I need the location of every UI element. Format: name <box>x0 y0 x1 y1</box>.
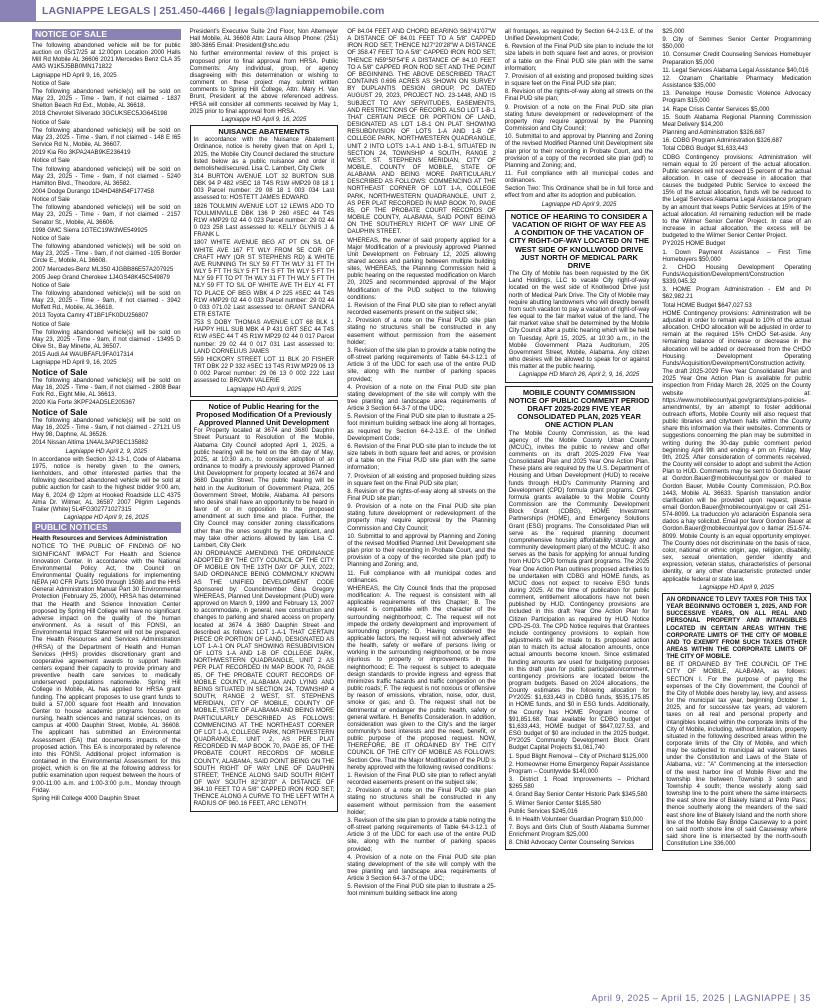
home-contingency: HOME Contingency provisions: Administration will be adjusted in order to remain equal to 10% of the actual allocation. CHDO allocation will be adjusted in order to remain at the required 15% CHDO Set-aside. Any remaining balance of increase or decrease in the allocation will be added or decreased from the CHDO Housing Development Operating Funds/Acquisition/Development/Construction activity. <box>662 309 811 367</box>
condition-item: 11. Full compliance with all municipal codes and ordinances. <box>347 569 496 584</box>
column-3 <box>347 28 496 984</box>
condition-item: 3. Revision of the site plan to provide a table noting the off-street parking requirements of Table 64-3-12.1 of Article 3 of the UDC for each use of the entire PUD site, along with the number of parking spaces provided; <box>347 346 496 383</box>
condition-item: 1. Revision of the Final PUD site plan to reflect any/all recorded easements present on the subject site; <box>347 771 496 787</box>
hrsa-contact: President's Executive Suite 2nd Floor, Non Altemeyer Hall Mobile, AL 36608 Attn: Laura Allsop Phone: (251) 380-3865 Email: President@shc.edu <box>189 28 339 50</box>
condition-item: 7. Provision of all existing and proposed building sizes in square feet on the Final PUD site plan; <box>504 72 654 88</box>
sale-notice-line: Notice of Sale <box>32 118 70 126</box>
whereas-text: WHEREAS, the owner of said property applied for a Major Modification of a previously approved Planned Unit Development on February 12, 2025 allowing shared access and parking between multiple building sites, WHEREAS, the Planning Commission held a public hearing on the requested modification on March 20, 2025 and recommended approval of the Major Modification of the PUD subject to the following conditions: <box>347 236 496 301</box>
condition-item: 10. Submittal to and approval by Planning and Zoning of the revised Modified Planned Unit Development site plan prior to their recording in Probate Court, and the provision of a copy of the recorded site plan (pdf) to Planning and Zoning; and, <box>347 532 496 569</box>
condition-item: 11. Full compliance with all municipal codes and ordinances. <box>504 169 654 185</box>
county-body: The Mobile County Commission, as the lead agency of the Mobile County Urban County (MCUC), invites the public to review and offer comments on its draft 2025-2029 Five Year Consolidated Plan and 2025 Year One Action Plan. These plans are required by the U.S. Department of Housing and Urban Development (HUD) to receive funds through HUD's Community Planning and Development (CPD) formula grant programs. CPD formula grants available to the Mobile County Commission are the Community Development Block Grant (CDBG), HOME Investment Partnerships (HOME), and Emergency Solutions Grant (ESG) programs. The Consolidated Plan will serve as the required planning document (comprehensive housing affordability strategy and community development plan) of the MCUC. It also serves as the basis for applying for annual funding from HUD's CPD formula grant programs. The 2025 Year One Action Plan outlines proposed activities to be undertaken with CDBG and HOME funds, as MCUC does not expect to receive ESG funds during 2025. At the time of publication for public comment, entitlement allocations have not been published by HUD. Contingency provisions are included in this draft Year One Action Plan for Citizen Participation as required by HUD Notice CPD-25-03. The CPD Notice requires that Grantees include contingency provisions to explain how adjustments will be made to its proposed action plan to match its actual allocation amounts, once actual amounts become known. Since estimated funding amounts are used for budgeting purposes in this draft plan for public participation/comment, contingency provisions are located below the program budgets. Based on 2024 allocations, the County estimates the following allocation for PY2025: $1,633,443 in CDBG funds, $535,175.85 in HOME funds, and $0 in ESG funds. Additionally, the County has HOME Program income of $91,851.68. Total available for CDBG budget of $1,633,443, HOME budget of $647,027.53, and ESG budget of $0 are included in the 2025 budget. PY2025 Community Development Block Grant Budget Capital Projects $1,061,740 <box>508 429 650 752</box>
sale-notice-line: Notice of Sale <box>32 234 70 242</box>
masthead-bar <box>0 0 36 22</box>
vacation-signature: Lagniappe HD March 26, April 2, 9, 16, 2025 <box>518 371 640 379</box>
sale-notice-line: 2007 Mercedes-Benz ML350 4JGBB86E57A207925 <box>32 265 174 273</box>
budget-line: Total HOME Budget $647,027.53 <box>662 301 752 309</box>
nuisance-body: In accordance with the Nuisance Abatement Ordinance, notice is hereby given that on April 1, 2025, the Mobile City Council declared the structure listed below as a public nuisance and order it demolished/secured. Lisa C. Lambert, City Clerk <box>193 136 335 172</box>
budget-line: 13. Penelope House Domestic Violence Advocacy Program $15,000 <box>662 90 811 105</box>
review-signature: Lagniappe HD April 9, 2025 <box>699 583 774 591</box>
hooked-roadside-notice: In accordance with Section 32-13-1, Code of Alabama 1975, notice is hereby given to the owners, lienholders, and other interested parties that the following described abandoned vehicle will be sold at public auction for cash to the highest bidder 9:00 am, May 6, 2024 @ 12pm at Hooked Roadside LLC 4375 Alma Dr. Wilmer, AL 36587 2007 Pilgrim Legends Trailer (White) 5L4FG302771027315 <box>32 455 181 513</box>
budget-line: 11. Legal Services Alabama Legal Assistance $40,016 <box>662 66 809 74</box>
notice3-body: The following abandoned vehicle(s) will be sold on May 16, 2025 - Time - 9am, if not claimed - 27121 US Hwy 98, Daphne, AL 36526. <box>32 417 181 439</box>
condition-item: 6. Revision of the Final PUD site plan to include the lot size labels in both square feet and acres, or provision of a table on the Final PUD site plan with the same information; <box>347 442 496 472</box>
budget-line: 9. City of Semmes Senior Center Programming $50,000 <box>662 36 811 51</box>
sale-notice-line: Lagniappe HD April 9, 16, 2025 <box>32 71 117 79</box>
budget-line: 10. Consumer Credit Counseling Services Homebuyer Preparation $5,000 <box>662 51 811 66</box>
hrsa-address: Spring Hill College 4000 Dauphin Street <box>32 794 140 802</box>
condition-item: 4. Provision of a note on the Final PUD site plan stating development of the site will comply with the tree planting and landscape area requirements of Article 3 Section 64-3-7 of the UDC; <box>347 383 496 413</box>
hrsa-closing: No further environmental review of this project is proposed prior to final approval from HRSA. Public Comments: Any individual, group, or agency disagreeing with this determination or wishing to comment on these project may submit written comments to Spring Hill College, Attn: Mary H. Van Brunt, President at the above referenced address. HRSA will consider all comments received by May 1, 2025 prior to final approval from HRSA. <box>189 50 339 115</box>
sale-notice-line: The following abandoned vehicle(s) will be sold on May 23, 2025 - Time - 9am, if not claimed - 2157 Senator St., Mobile, AL 36606. <box>32 204 181 226</box>
parcel-list <box>194 173 335 385</box>
sale-notice-line: 1998 GMC Sierra 1GTEC19W3WE549925 <box>32 226 148 234</box>
review-text: The draft 2025-2029 Five Year Consolidated Plan and 2025 Year One Action Plan is available for public inspection from Friday March 28, 2025 on the County website at: https://www.mobilecountyal.gov/grants/plans-policies-amendments/, by an attempt to foster additional outreach efforts, Mobile County will also request that public libraries and city/town halls within the County share this information via their websites. Comments or suggestions concerning the plan may be submitted in writing during the 30-day public comment period beginning April 9th and ending 4 pm on Friday, May 9th, 2025. After consideration of comments received, the County will consider to adopt and submit the Action Plan to HUD. Comments may be sent to Gordon Bauer at Gordon.Bauer@mobilecountyal.gov or mailed to Gordon Bauer, Mobile County Commission, P.O.Box 1443, Mobile AL 36633. Spanish translation and/or clarification will be provided upon request, please email Gordon.Bauer@mobilecountyal.gov or call 251-574-8099. La traduccion y/o aclaración Espanola sera dados a hay solicitud. Email por favor Gordon Bauer at Gordon.Bauer@mobilecountyal.gov o llamar 251-574-8099. Mobile County is an equal opportunity employer. The County does not discriminate on the basis of race, color, national or ethnic origin, age, religion, disability, sex, sexual orientation, gender identity and expression, veteran status, characteristics of personal identity, or any other characteristic protected under applicable federal or state law. <box>662 368 811 583</box>
notice3-title: Notice of Sale <box>32 406 88 417</box>
condition-item: 2. Provision of a note on the Final PUD site plan stating no structures shall be constructed in any easement without permission from the easement holder; <box>347 787 496 816</box>
condition-item: 10. Submittal to and approval by Planning and Zoning of the revised Modified Planned Unit Development site plan prior to their recording in Probate Court, and the provision of a copy of the recorded site plan (pdf) to Planning and Zoning; and, <box>504 133 654 169</box>
budget-line: Total CDBG Budget $1,633,443 <box>662 145 748 153</box>
sale-notice-line: The following abandoned vehicle(s) will be sold on May 23, 2025 - Time - 9am, if not claimed - 5240 Hamilton Blvd., Theodore, AL 36582. <box>32 165 181 187</box>
budget-line: 5. Wilmer Senior Center $185,580 <box>508 799 601 807</box>
notice2-body: The following abandoned vehicle(s) will be sold on May 16, 2025 - Time - 9am, if not claimed - 2808 Bear Fork Rd., Eight Mile, AL 36613. <box>32 376 181 399</box>
sale-notice-line: The following abandoned vehicle(s) will be sold on May 23, 2025 - Time - 9am, if not claimed -105 Border Circle E., Mobile, AL 36608. <box>32 243 181 265</box>
condition-item: 1. Revision of the Final PUD site plan to reflect any/all recorded easements present on the subject site; <box>347 301 496 317</box>
parcel-entry: 753 S DOBY THOMAS AVENUE LOT 68 BLK 1 HAPPY HILL SUB MBK 4 P 431 GRT SEC 44 T4S R1W #SEC 44 T 4S R1W MP29 02 44 0 017 Parcel number: 29 02 44 0 017 031 Last assessed to: LAND CORNELIUS JAMES <box>193 319 335 355</box>
masthead <box>0 0 819 22</box>
condition-item: 5. Revision of the Final PUD site plan to illustrate a 25-foot minimum building setback line along <box>347 883 496 898</box>
nuisance-title: NUISANCE ABATEMENTS <box>218 127 310 137</box>
hearing-ordinance: AN ORDINANCE AMENDING THE ORDINANCE ADOPTED BY THE CITY COUNCIL OF THE CITY OF MOBILE ON THE 13TH DAY OF JULY, 2022, SAID ORDINANCE BEING COMMONLY KNOWN AS THE UNIFIED DEVELOPMENT CODE Sponsored by: Councilmember Gina Gregory WHEREAS, Planned Unit Development (PUD) were approved on March 9, 1999 and February 13, 2007 to accommodate, in general, new construction and changes to parking and shared access on property located at 3674 & 3680 Dauphin Street and described as follows: LOT 1-A-1 THAT CERTAIN PIECE OR PORTION OF LAND, DESIGNATED AS LOT 1-A-1 ON PLAT SHOWING RESUBDIVISION OF LOTS 1-A AND 1-B OF COLLEGE PARK, NORTHWESTERN QUADRANGLE, UNIT 2 AS PER PLAT RECORDED IN MAP BOOK 70, PAGE 85, OF THE PROBATE COURT RECORDS OF MOBILE COUNTY, ALABAMA AND LYING AND BEING SITUATED IN SECTION 24, TOWNSHIP 4 SOUTH, RANGE 2 WEST, ST. STEPHENS MERIDIAN, CITY OF MOBILE, COUNTY OF MOBILE, STATE OF ALABAMA AND BEING MORE PARTICULARLY DESCRIBED AS FOLLOWS: COMMENCING AT THE NORTHEAST CORNER OF LOT 1-A, COLLEGE PARK, NORTHWESTERN QUADRANGLE, UNIT 2, AS PER PLAT RECORDED IN MAP BOOK 70, PAGE 85, OF THE PROBATE COURT RECORDS OF MOBILE COUNTY, ALABAMA, SAID POINT BEING ON THE SOUTH RIGHT OF WAY LINE OF DAUPHIN STREET; THENCE ALONG SAID SOUTH RIGHT OF WAY SOUTH 82°30'20" A DISTANCE OF 364.10 FEET TO A 5/8" CAPPED IRON ROD SET; THENCE ALONG A CURVE TO THE LEFT WITH A RADIUS OF 960.16 FEET, ARC LENGTH <box>193 549 335 808</box>
page-footer: April 9, 2025 – April 15, 2025 | LAGNIAPPE | 35 <box>591 993 811 1003</box>
county-budget-list-continued <box>662 28 811 153</box>
sale-notice-line: Lagniappe HD April 9, 16, 2025 <box>32 359 117 367</box>
hearing-body: For Property located at 3674 and 3680 Dauphin Street Pursuant to Resolution of the Mobile, Alabama City Council adopted April 1, 2025, a public hearing will be held on the 6th day of May, 2025, at 10:30 a.m., to consider adoption of an ordinance to modify a previously approved Planned Unit Development for property located at 3674 and 3680 Dauphin Street. The public hearing will be held in the Auditorium of Government Plaza, 205 Government Street, Mobile, Alabama. All persons who desire shall have an opportunity to be heard in favor of or in opposition to the proposed amendment at such time and place. Further, the City Council may consider zoning classifications other than the ones sought by the applicant, and may take other actions allowed by law. Lisa C. Lambert, City Clerk <box>193 427 335 549</box>
budget-line: 12. Ozanam Charitable Pharmacy Medication Assistance $35,000 <box>662 74 811 90</box>
sale-notice-line: The following abandoned vehicle(s) will be sold on May 23, 2025 - Time - 9am, if not claimed - 148 E I65 Service Rd N., Mobile, AL 36607. <box>32 126 181 149</box>
notice3-vehicle: 2014 Nissan Altima 1N4AL3AP3EC135882 <box>32 439 149 447</box>
budget-line: 1. Down Payment Assistance – First Time Homebuyers $50,000 <box>662 248 811 263</box>
sale-notice-line: Notice of Sale <box>32 196 70 204</box>
budget-line: 8. Child Advocacy Center Counseling Services <box>508 839 635 847</box>
vacation-box <box>505 210 654 383</box>
hooked-roadside-signature: Lagniappe HD April 9, 16, 2025 <box>63 514 149 522</box>
condition-item: 8. Revision of the rights-of-way along all streets on the Final PUD site plan; <box>504 88 654 103</box>
notice2-vehicle: 2020 Kia Forte 3KPF24AD5LE205367 <box>32 399 136 407</box>
hrsa-body: NOTICE TO THE PUBLIC OF FINDING OF NO SIGNIFICANT IMPACT For Health and Science Innovation Center. In accordance with the National Environmental Policy Act, the Council on Environmental Quality regulations for implementing NEPA (40 CFR Parts 1500 through 1508) and the HHS General Administration Manual Part 30 Environmental Protection (February 25, 2000), HRSA has determined that the Health and Science Innovation Center proposed by Spring Hill College will have no significant adverse impact on the quality of the human environment. As a result of this FONSI, an Environmental Impact Statement will not be prepared. The Health Resources and Services Administration (HRSA) of the Department of Health and Human Services (HHS) provides discretionary grant and cooperative agreement awards to support health centers expand their capacity to provide primary and preventive health care services to medically underserved populations nationwide. Spring Hill College in Mobile, AL has applied for HRSA grant funding. The applicant proposes to use grant funds to build a 57,000 square foot Health and Innovation Center to house academic programs focused on nursing, health sciences and natural sciences, on its campus at 4000 Dauphin Street, Mobile, AL 36608. The applicant has submitted an Environmental Assessment (EA) that documents impacts of the proposed action. This EA is incorporated by reference into this FONSI. Additional project information is contained in the Environmental Assessment for this project, which is on file at the following address for public examination upon request between the hours of 9:00-11:00 a.m. and 1:00-3:00 p.m., Monday through Friday. <box>32 543 181 794</box>
budget-line: 6. In Health Volunteer Guardian Program $10,000 <box>508 815 643 823</box>
sale-notice-line: The following abandoned vehicle will be for public auction on 05/17/25 at 12:00pm Location 2000 Halls Mill Rd Mobile AL 36606 2021 Mercedes Benz CLA 35 AMG W1K5J5BB0MN171822 <box>32 42 181 71</box>
condition-item: 9. Provision of a note on the Final PUD site plan stating future development or redevelopment of the property may require approval by the Planning Commission and City Council; <box>347 503 496 532</box>
column-1 <box>32 28 181 984</box>
condition-item: 5. Revision of the Final PUD site plan to illustrate a 25-foot minimum building setback line along all frontages, as required by Section 64-2-13.E. of the Unified Development Code; <box>347 413 496 442</box>
sale-notice-line: Notice of Sale <box>32 79 70 87</box>
conditions-list <box>347 302 496 584</box>
parcel-entry: 1826 TOULMIN AVENUE LOT 12 LEWIS ADD TO TOULMINVILLE DBK 136 P 260 #SEC 44 T4S R1W #MP29 02 44 0 023 Parcel number: 29 02 44 0 023 258 Last assessed to: KELLY GLYNIS J & FRANK L <box>193 202 335 239</box>
sale-notice-line: 2015 Audi A4 WAUBFAFL9FA017314 <box>32 351 134 359</box>
budget-line: 15. South Alabama Regional Planning Commission Meal Delivery $14,200 <box>662 113 811 128</box>
sale-notice-line: Notice of Sale <box>32 320 70 328</box>
legal-columns <box>32 28 811 984</box>
column-2 <box>190 28 339 984</box>
budget-line: 2. Homeowner Home Emergency Repair Assistance Program – Countywide $140,000 <box>508 760 650 775</box>
parcel-entry: 314 BURTON AVENUE LOT 32 BURTON SUB DBK 94 P 482 #SEC 18 T4S R1W #MP29 08 18 1 003 Parcel number: 29 08 18 1 003 034 Last assessed to: HOSTETT JAMES EDWARD <box>193 173 335 202</box>
sale-notice-line: The following abandoned vehicle(s) will be sold on May 23, 2025 - Time - 9am, if not claimed - 3942 Moffett Rd., Mobile, AL 36618. <box>32 290 181 312</box>
findings-text: WHEREAS, the City Council finds that the proposed modification: A. The request is consistent with all applicable requirements of this Chapter; B. The request is compatible with the character of the surrounding neighborhood; C. The request will not impede the orderly development and improvement of surrounding property; D. Having considered the applicable factors, the request will not adversely affect the health, safety or welfare of persons living or working in the surrounding neighborhood, or be more injurious to property or improvements in the neighborhood; E. The request is subject to adequate design standards to provide ingress and egress that minimizes traffic hazards and traffic congestion on the public roads; F. The request is not noxious or offensive by reason of emissions, vibration, noise, odor, dust, smoke or gas; and G. The request shall not be detrimental or endanger the public health, safety or general welfare. H. Benefits Consideration. In addition, consideration was given to the City's and the larger community's best interests and the need, benefit, or public purpose of the proposed request. NOW, THEREFORE, BE IT ORDAINED BY THE CITY COUNCIL OF THE CITY OF MOBILE AS FOLLOWS: Section One. That the Major Modification of the PUD is hereby approved with the following revised conditions: <box>347 584 496 771</box>
sale-notice-line: 2004 Dodge Durango 1D4HD48N54F177458 <box>32 187 154 195</box>
county-budget-list <box>509 753 650 847</box>
condition-item: 4. Provision of a note on the Final PUD site plan stating development of the site will comply with the tree planting and landscape area requirements of Article 3 Section 64-3-7 of the UDC; <box>347 853 496 883</box>
budget-line: 3. HOME Program Administration - EM and PI $62,982.21 <box>662 286 811 301</box>
county-title: MOBILE COUNTY COMMISSION NOTICE OF PUBLIC COMMENT PERIOD DRAFT 2025-2029 FIVE YEAR CONSOLIDATED PLAN, 2025 YEAR ONE ACTION PLAN <box>508 387 650 430</box>
budget-line: 14. Rape Crisis Center Services $5,000 <box>662 105 770 113</box>
cdbg-contingency: CDBG Contingency provisions: Administration will remain equal to 20 percent of the actual allocation. Public services will not exceed 15 percent of the actual allocation. In case of decrease in allocation that causes the budgeted Public Service to exceed the 15% of the actual allocation, funds will be reduced to the Legal Services Alabama Legal Assistance program by an amount that keeps Public Services at 15% of the actual allocation. All remaining reduction will be made to the Wilmer Senior Center Project. In case of an increase in actual allocation, the excess will be budgeted to the Wilmer Senior Center Project. <box>662 153 811 240</box>
section-header-notice-of-sale: NOTICE OF SALE <box>32 29 181 40</box>
budget-line: Public Services $245,016 <box>508 807 578 815</box>
column-5 <box>662 28 811 984</box>
tax-title: AN ORDINANCE TO LEVY TAXES FOR THIS TAX YEAR BEGINNING OCTOBER 1, 2025, AND FOR SUCCESSIVE YEARS, ON ALL REAL AND PERSONAL PROPERTY AND INTANGIBLES LOCATED IN CERTAIN AREAS WITHIN THE CORPORATE LIMITS OF THE CITY OF MOBILE AND TO EXEMPT FROM SUCH TAXES OTHER AREAS WITHIN THE CORPORATE LIMITS OF THE CITY OF MOBILE. <box>666 595 807 661</box>
budget-line: Planning and Administration $326,687 <box>662 129 766 137</box>
parcel-entry: 559 HICKORY STREET LOT 11 BLK 20 FISHER TRT DBK 22 P 332 #SEC 13 T4S R1W MP29 06 13 0 002 Parcel number: 29 06 13 0 002 222 Last assessed to: BROWN VALERIE <box>193 355 335 385</box>
notice2-title: Notice of Sale <box>32 366 88 377</box>
tax-body: BE IT ORDAINED BY THE COUNCIL OF THE CITY OF MOBILE, ALABAMA, as follows: SECTION I. For the purpose of paying the expenses of the City Government, the Council of the City of Mobile does hereby lay, levy, and assess for the municipal tax year, beginning October 1, 2025, and for successive tax years, ad valorem taxes on all real and personal property and intangibles located within the corporate limits of the City of Mobile, including, without limitation, property situated in the following described areas within the corporate limits of the City of Mobile, and which may be subjected to municipal ad valorem taxes under the Constitution and Laws of the State of Alabama, viz.: "A" Commencing at the intersection of the west harbor line of Mobile River and the township line between Township 3 south and Township 4 south; thence westerly along said township line to the point where the same intersects the east shore line of Blakely Island at Pinto Pass; thence southerly along the meanders of the said east shore line of Blakely Island and the north shore line of the Mobile Bay Bridge Causeway to a point on said north shore line of said Causeway where said shore line is intersected by the north-south Constitution Line 336,000 <box>666 661 807 848</box>
county-box <box>505 386 654 851</box>
sale-notice-line: Notice of Sale <box>32 281 70 289</box>
hearing-box <box>190 400 339 812</box>
revised-conditions-list <box>347 772 496 898</box>
sale-notice-line: The following abandoned vehicle(s) will be sold on May 23, 2025 - Time - 9am, if not claimed - 1837 Shelton Beach Rd Ext., Mobile, AL 36618. <box>32 87 181 110</box>
budget-line: 3. District 1 Road Improvements – Prichard $265,580 <box>508 776 650 791</box>
parcel-signature: Lagniappe HD April 9, 2025 <box>226 385 302 393</box>
parcel-entry: 1807 WHITE AVENUE BEG AT PT ON S/L OF WHITE AVE 167 FT WLY FROM SE COR OF CRAFT HWY (OR ST STEPHENS RD) & WHITE AVE RUNNING TH SLY 59 FT TH WLY 31 FT TH WLY 5 FT TH SLY 5 FT TH S FT TH WLY 5 FT TH NLY 59 FT TO PT TH WLY 31 FT TH WLY 5 FT TH NLY 59 FT TO S/L OF WHITE AVE TH ELY 41 FT TO PLACE OF BEG WBK 4 P 225 #SEC 44 T4S R1W #MP29 02 44 0 033 Parcel number: 29 02 44 0 033 071.02 Last assessed to: GRANT SANDRA ETR ESTATE <box>193 239 335 318</box>
hrsa-signature: Lagniappe HD April 9, 16, 2025 <box>221 115 307 123</box>
budget-line: PY2025 HOME Budget <box>662 240 726 248</box>
section-two-signature: Lagniappe HD April 9, 2025 <box>541 200 617 208</box>
vacation-title: NOTICE OF HEARING TO CONSIDER A VACATION OF RIGHT OF WAY FEE AS A CONDITION OF THE VACATION OF CITY RIGHT-OF-WAY LOCATED ON THE WEST SIDE OF KNOLLWOOD DRIVE JUST NORTH OF MEDICAL PARK DRIVE <box>509 211 649 270</box>
condition-item: 2. Provision of a note on the Final PUD site plan stating no structures shall be constructed in any easement without permission from the easement holder; <box>347 317 496 346</box>
section-header-public-notices: PUBLIC NOTICES <box>32 522 181 533</box>
section-two: Section Two: This Ordinance shall be in full force and effect from and after its adoption and publication. <box>504 185 654 200</box>
budget-line: 4. Grand Bay Senior Center Historic Park $345,580 <box>508 791 648 799</box>
hearing-title: Notice of Public Hearing for the Proposed Modification Of a Previously Approved Planned Unit Development <box>196 401 332 428</box>
condition-item: 7. Provision of all existing and proposed building sizes in square feet on the Final PUD site plan; <box>347 472 496 487</box>
vacation-body: The City of Mobile has been requested by the GK Land Holdings, LLC to vacate City right-of-way located on the west side of Knollwood Drive just north of Medical Park Drive. The City of Mobile may require abutting landowners who will directly benefit from such vacation to pay a vacation of right-of-way fee equal to the fair market value of the land. The fair market value shall be determined by the Mobile City Council after a public hearing which will be held on Tuesday, April 15, 2025, at 10:30 a.m., in the Mobile Government Plaza Auditorium, 205 Government Street, Mobile, Alabama. Any citizen who desires will be allowed to speak for or against this matter at the public hearing. <box>508 270 650 371</box>
budget-line: $25,000 <box>662 28 685 35</box>
column-4 <box>505 28 654 984</box>
masthead-text: LAGNIAPPE LEGALS | 251.450-4466 | legals@lagniappemobile.com <box>42 4 385 17</box>
conditions-list-continued <box>505 43 654 184</box>
budget-line: 2. CHDO Housing Development Operating Funds/Acquisition/Development/Construction $339,045.32 <box>662 263 811 286</box>
sale-notice-line: 2005 Jeep Grand Cherokee 1J4GS48K45C549879 <box>32 273 170 281</box>
condition-item: 3. Revision of the site plan to provide a table noting the off-street parking requirements of Table 64-3-12.1 of Article 3 of the UDC for each use of the entire PUD site, along with the number of parking spaces provided; <box>347 816 496 853</box>
home-budget-list <box>662 240 811 308</box>
tax-box <box>662 593 811 851</box>
sale-notice-line: 2019 Kia Rio 3KPA24AB9KE236419 <box>32 149 131 157</box>
conditions-continued: all frontages, as required by Section 64-2-13.E. of the Unified Development Code; <box>504 28 654 43</box>
hrsa-title: Health Resources and Services Administration <box>32 535 168 543</box>
budget-line: 1. Spud Blight Removal – City of Prichard $125,000 <box>508 752 649 760</box>
nuisance-box <box>190 125 339 397</box>
sales-list <box>32 42 181 367</box>
condition-item: 6. Revision of the Final PUD site plan to include the lot size labels in both square feet and acres, or provision of a table on the Final PUD site plan with the same information; <box>504 43 654 72</box>
budget-line: 7. Boys and Girls Club of South Alabama Summer Enrichment Program $25,000 <box>508 823 650 839</box>
legal-description: OF 84.04 FEET AND CHORD BEARING S63°41'07"W A DISTANCE OF 84.01 FEET TO A 5/8" CAPPED IRON ROD SET; THENCE N27°20'28"W A DISTANCE OF 358.47 FEET TO A 5/8" CAPPED IRON ROD SET; THENCE N59°50'54"E A DISTANCE OF 84.10 FEET TO A 5/8" CAPPED IRON ROD SET AND THE POINT OF BEGINNING. THE ABOVE DESCRIBED TRACT CONTAINS 0.696 ACRES AS SHOWN ON SURVEY BY DUPLANTIS DESIGN GROUP, PC DATED AUGUST 29, 2023, PROJECT NO. 23-1448, AND IS SUBJECT TO ANY SERVITUDES, EASEMENTS, AND RESTRICTIONS OF RECORD. ALSO LOT 1-B-1 THAT CERTAIN PIECE OR PORTION OF LAND, DESIGNATED AS LOT 1-B-1 ON PLAT SHOWING RESUBDIVISION OF LOTS 1-A AND 1-B OF COLLEGE PARK, NORTHWESTERN QUADRANGLE, UNIT 2 INTO LOTS 1-A-1 AND 1-B-1, SITUATED IN SECTION 24, TOWNSHIP 4 SOUTH, RANGE 2 WEST, ST. STEPHENS MERIDIAN, CITY OF MOBILE, COUNTY OF MOBILE, STATE OF ALABAMA AND BEING MORE PARTICULARLY DESCRIBED AS FOLLOWS: COMMENCING AT THE NORTHEAST CORNER OF LOT 1-A, COLLEGE PARK, NORTHWESTERN QUADRANGLE, UNIT 2, AS PER PLAT RECORDED IN MAP BOOK 70, PAGE 85, OF THE PROBATE COURT RECORDS OF MOBILE COUNTY, ALABAMA, SAID POINT BEING ON THE SOUTHERLY RIGHT OF WAY LINE OF DAUPHIN STREET. <box>347 28 496 236</box>
sale-notice-line: 2013 Toyota Camry 4T1BF1FK0DU256807 <box>32 312 149 320</box>
condition-item: 8. Revision of the rights-of-way along all streets on the Final PUD site plan; <box>347 487 496 502</box>
condition-item: 9. Provision of a note on the Final PUD site plan stating future development or redevelopment of the property may require approval by the Planning Commission and City Council; <box>504 103 654 133</box>
budget-line: 16. CDBG Program Administration $326,687 <box>662 137 783 145</box>
sale-notice-line: 2018 Chevrolet Silverado 3GCUKSEC5JG645198 <box>32 110 168 118</box>
notice3-signature: Lagniappe HD April 2, 9, 2025 <box>65 447 147 455</box>
sale-notice-line: The following abandoned vehicle(s) will be sold on May 23, 2025 - Time - 9am, if not claimed - 13495 D Olive St., Bay Minette, AL 36507. <box>32 328 181 351</box>
sale-notice-line: Notice of Sale <box>32 157 70 165</box>
